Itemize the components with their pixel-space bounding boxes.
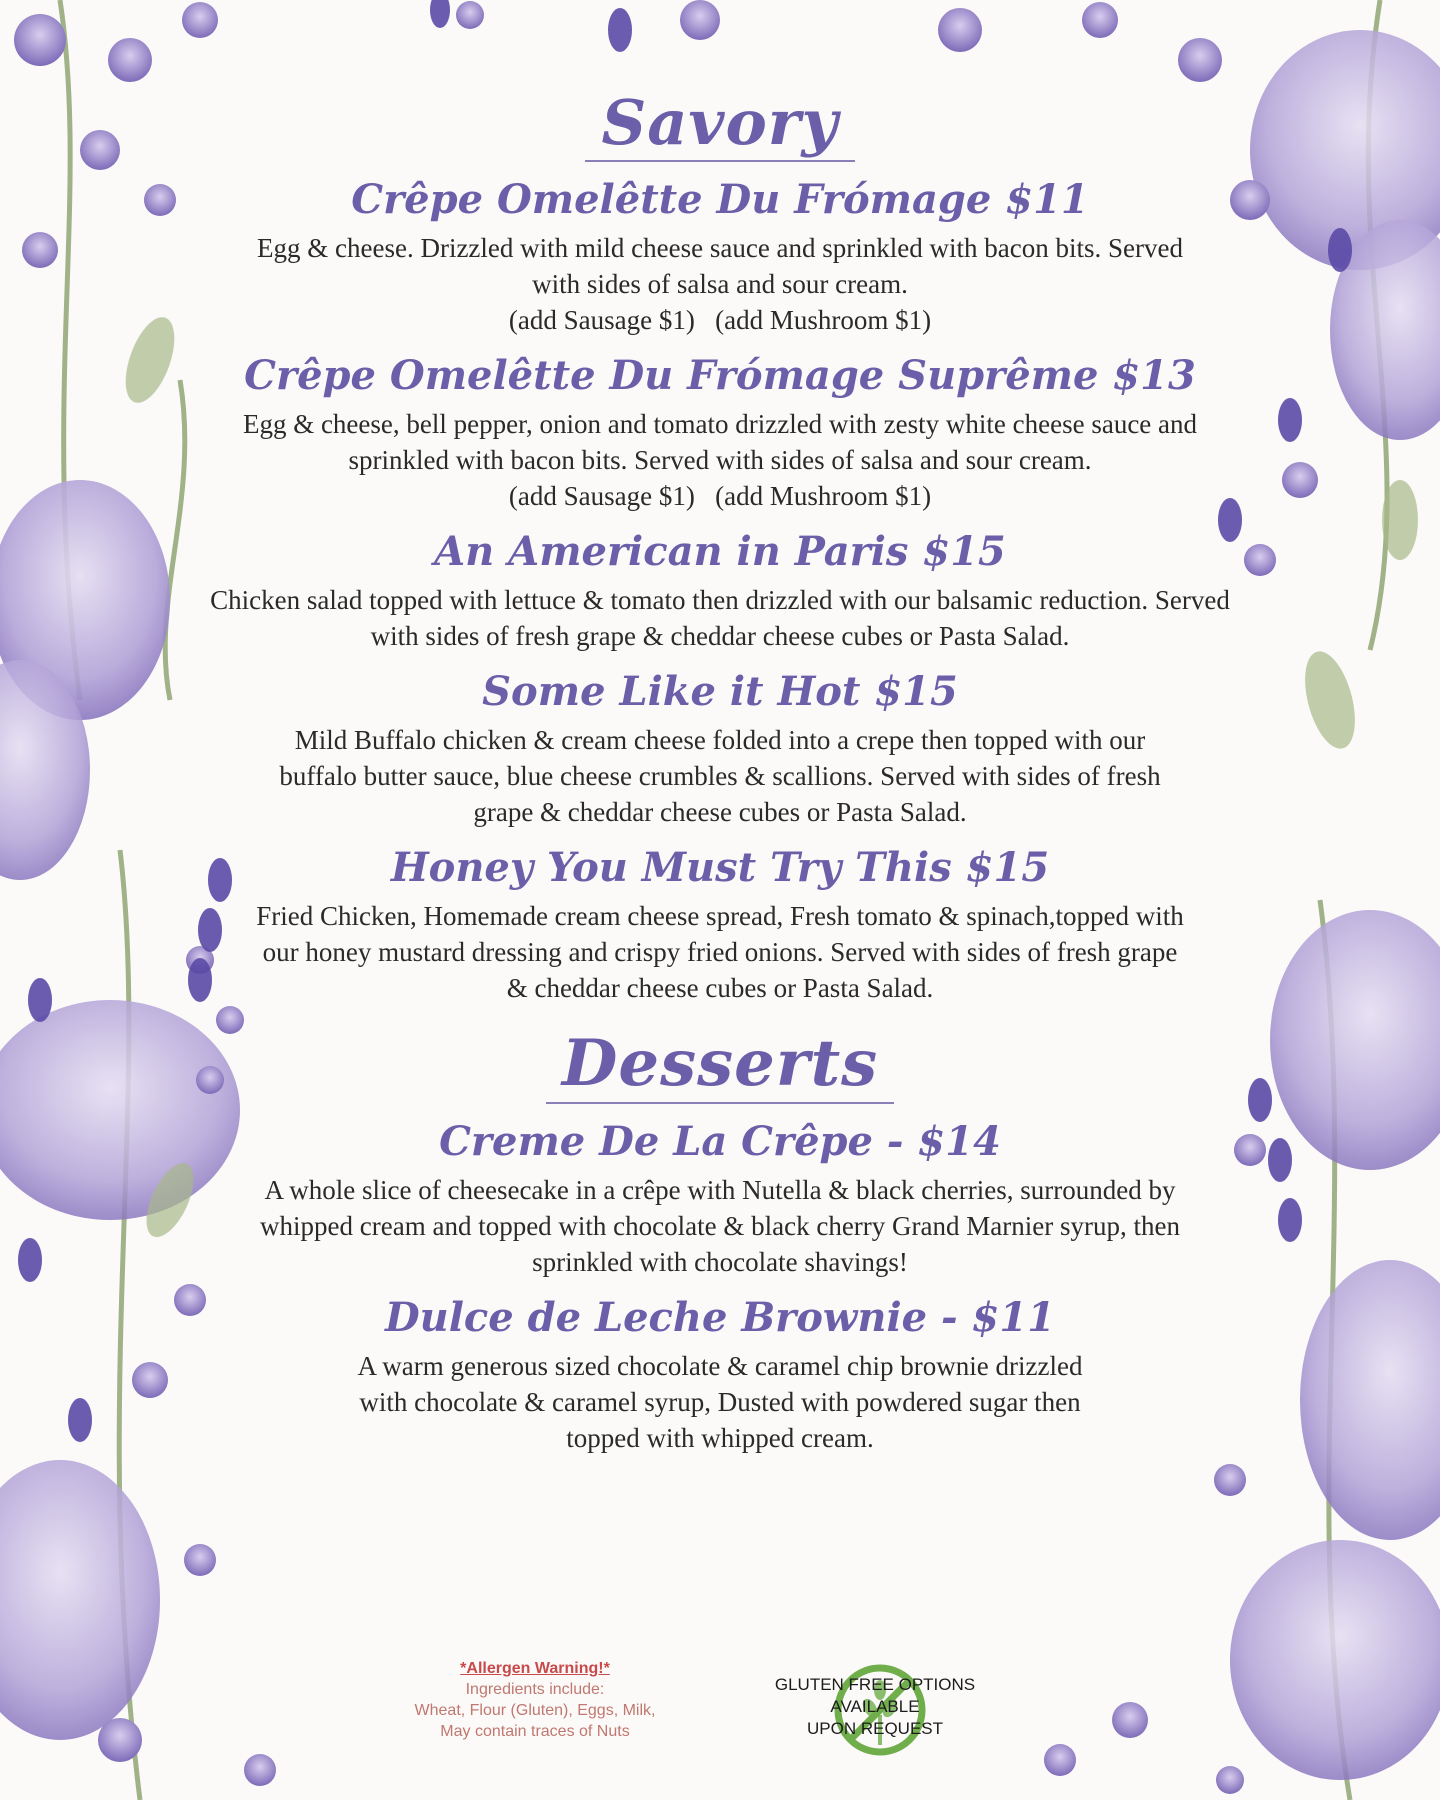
- gluten-free-line: GLUTEN FREE OPTIONS: [774, 1675, 976, 1694]
- menu-item-description: A warm generous sized chocolate & caramel chip brownie drizzled with chocolate & caramel syrup, Dusted with powdered sugar then topped with whipped cream.: [357, 1351, 1083, 1453]
- menu-item-name: An American in Paris $15: [434, 528, 1006, 575]
- menu-item-american-in-paris: [200, 526, 1240, 654]
- menu-item-addons: (add Sausage $1) (add Mushroom $1): [508, 305, 932, 335]
- menu-item-some-like-it-hot: [200, 666, 1240, 830]
- desserts-heading: Desserts: [546, 1028, 894, 1104]
- menu-item-description: Egg & cheese. Drizzled with mild cheese sauce and sprinkled with bacon bits. Served with sides of salsa and sour cream.: [257, 233, 1183, 299]
- menu-item-description: A whole slice of cheesecake in a crêpe with Nutella & black cherries, surrounded by whipped cream and topped with chocolate & black cherry Grand Marnier syrup, then sprinkled with chocolate shavings!: [260, 1175, 1180, 1277]
- savory-heading: Savory: [585, 88, 854, 162]
- menu-item-crepe-omelette: [200, 174, 1240, 338]
- allergen-line: Wheat, Flour (Gluten), Eggs, Milk,: [414, 1702, 656, 1719]
- menu-item-description: Mild Buffalo chicken & cream cheese folded into a crepe then topped with our buffalo butter sauce, blue cheese crumbles & scallions. Served with sides of fresh grape & cheddar cheese cubes or Pasta Salad.: [279, 725, 1161, 827]
- gluten-free-line: UPON REQUEST: [806, 1719, 944, 1738]
- gluten-free-line: AVAILABLE: [830, 1697, 920, 1716]
- menu-item-name: Crêpe Omelêtte Du Frómage $11: [351, 176, 1089, 223]
- menu-item-description: Fried Chicken, Homemade cream cheese spread, Fresh tomato & spinach,topped with our honey mustard dressing and crispy fried onions. Served with sides of fresh grape & cheddar cheese cubes or Pasta Salad.: [256, 901, 1184, 1003]
- menu-item-name: Crêpe Omelêtte Du Frómage Suprême $13: [244, 352, 1196, 399]
- allergen-line: Ingredients include:: [465, 1681, 605, 1698]
- menu-item-honey-you-must-try-this: [200, 842, 1240, 1006]
- menu-item-description: Chicken salad topped with lettuce & tomato then drizzled with our balsamic reduction. Served with sides of fresh grape & cheddar cheese cubes or Pasta Salad.: [210, 585, 1230, 651]
- menu-item-name: Some Like it Hot $15: [482, 668, 958, 715]
- gluten-free-badge: [760, 1660, 990, 1760]
- allergen-warning: [385, 1658, 685, 1742]
- menu-item-name: Creme De La Crêpe - $14: [439, 1118, 1001, 1165]
- allergen-line: May contain traces of Nuts: [440, 1723, 630, 1740]
- menu-item-addons: (add Sausage $1) (add Mushroom $1): [508, 481, 932, 511]
- menu-item-dulce-de-leche-brownie: [200, 1292, 1240, 1456]
- menu-item-creme-de-la-crepe: [200, 1116, 1240, 1280]
- menu-item-name: Dulce de Leche Brownie - $11: [384, 1294, 1056, 1341]
- allergen-warning-title: *Allergen Warning!*: [460, 1660, 610, 1677]
- menu-content: [200, 80, 1240, 1456]
- menu-item-description: Egg & cheese, bell pepper, onion and tomato drizzled with zesty white cheese sauce and sprinkled with bacon bits. Served with sides of salsa and sour cream.: [242, 409, 1198, 475]
- menu-item-name: Honey You Must Try This $15: [390, 844, 1050, 891]
- menu-item-crepe-omelette-supreme: [200, 350, 1240, 514]
